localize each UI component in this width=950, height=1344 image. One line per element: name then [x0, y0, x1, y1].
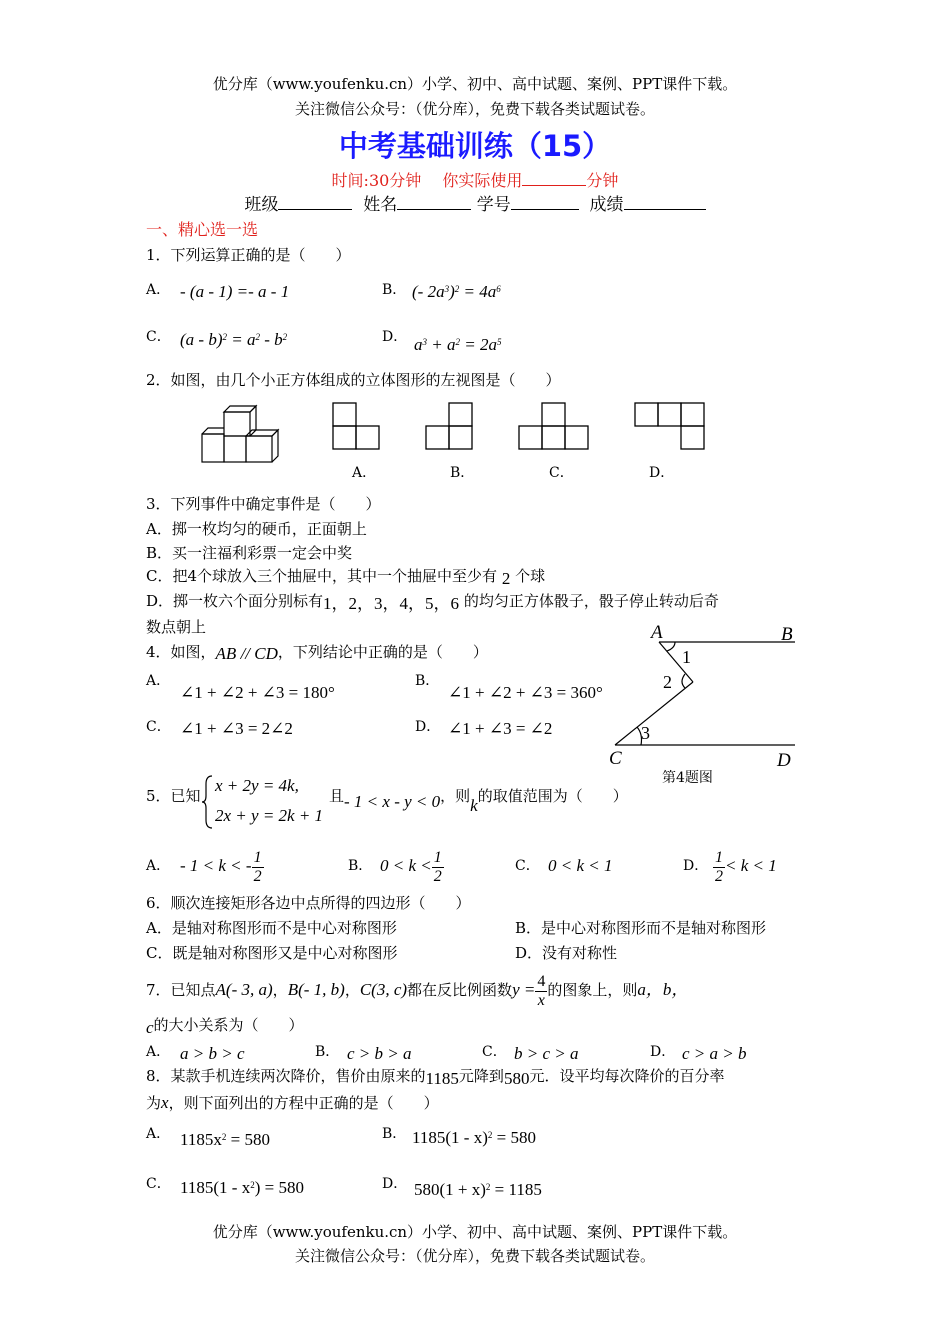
footer-line-2: 关注微信公众号：（优分库），免费下载各类试题试卷。	[294, 1247, 655, 1265]
q1-b-label: B．	[382, 282, 407, 298]
q8-a-label: A．	[146, 1126, 171, 1142]
q5-brace	[202, 774, 214, 830]
q5-c-expr: 0 < k < 1	[548, 856, 613, 875]
q3-option-d-cont: 数点朝上	[146, 618, 207, 636]
q6-option-d: D．没有对称性	[515, 944, 618, 962]
fig-label-C: C	[609, 748, 622, 769]
q7-d-label: D．	[650, 1044, 676, 1060]
q7-stem: 7．已知点A(- 3, a)，B(- 1, b)，C(3, c)都在反比例函数y = $\frac{4}{x}$ 的图象上，则a，b，	[146, 972, 689, 1009]
q4-d-label: D．	[415, 719, 441, 735]
number-label: 学号	[476, 195, 511, 215]
q6-option-a: A．是轴对称图形而不是中心对称图形	[146, 919, 397, 937]
q4-stem: 4．如图，AB // CD，下列结论中正确的是（ ）	[146, 643, 488, 663]
q3-stem: 3．下列事件中确定事件是（ ）	[146, 495, 381, 513]
fig-angle-2: 2	[663, 672, 672, 692]
section-heading: 一、精心选一选	[146, 220, 259, 239]
q2-option-a-label: A．	[352, 465, 377, 481]
option-b-view	[425, 402, 475, 450]
q8-stem-line2: 为x，则下面列出的方程中正确的是（ ）	[146, 1093, 439, 1112]
q1-stem: 1．下列运算正确的是（ ）	[146, 246, 351, 264]
footer-line-1: 优分库（www.youfenku.cn）小学、初中、高中试题、案例、PPT课件下载。	[212, 1223, 738, 1241]
q5-eq1: x + 2y = 4k,	[215, 776, 299, 795]
q8-c-label: C．	[146, 1176, 171, 1192]
q5-stem-pre: 5．已知	[146, 787, 201, 805]
fig-angle-1: 1	[682, 647, 691, 667]
q2-option-c-label: C．	[549, 465, 574, 481]
q5-a-label: A．	[146, 858, 171, 874]
q4-a-label: A．	[146, 673, 171, 689]
option-c-view	[518, 402, 590, 450]
q4-d-expr: ∠1 + ∠3 = ∠2	[448, 719, 553, 738]
q7-d-expr: c > a > b	[682, 1044, 747, 1063]
time-actual-prefix: 你实际使用	[442, 171, 523, 190]
fig-label-D: D	[777, 750, 791, 771]
q3-option-a: A．掷一枚均匀的硬币，正面朝上	[146, 520, 367, 538]
q8-a-expr: $1185x^2 = 580$	[180, 1130, 270, 1149]
q4-c-label: C．	[146, 719, 171, 735]
q5-a-expr: - 1 < k < - $\frac{1}{2}$	[180, 848, 262, 885]
option-d-view	[634, 402, 706, 450]
q1-b-expr: (- $2a^3)^2 = 4a^6$	[412, 282, 501, 301]
q5-d-label: D．	[683, 858, 709, 874]
q5-condition: 且- 1 < x - y < 0，则k的取值范围为（ ）	[329, 787, 628, 815]
q1-a-label: A．	[146, 282, 171, 298]
q3-option-d: D．掷一枚六个面分别标有1，2，3，4，5，6 的均匀正方体骰子，骰子停止转动后奇	[146, 592, 719, 613]
q7-a-expr: a > b > c	[180, 1044, 245, 1063]
header-line-1: 优分库（www.youfenku.cn）小学、初中、高中试题、案例、PPT课件下载。	[212, 75, 738, 93]
q1-c-expr: $(a - b)^2 = a^2 - b^2$	[180, 330, 288, 349]
q6-option-b: B．是中心对称图形而不是轴对称图形	[515, 919, 767, 937]
q4-a-expr: ∠1 + ∠2 + ∠3 = 180°	[180, 683, 335, 702]
q4-b-label: B．	[415, 673, 440, 689]
time-line	[0, 171, 950, 191]
fig-angle-3: 3	[641, 723, 650, 743]
q8-b-expr: 1185(1 - x)$^2$ = 580	[412, 1128, 536, 1147]
q5-d-expr: $\frac{1}{2}$ < k < 1	[715, 848, 777, 885]
q7-b-expr: c > b > a	[347, 1044, 412, 1063]
q5-b-label: B．	[348, 858, 373, 874]
q8-d-expr: $580(1 + x)^2 = 1185$	[414, 1180, 542, 1199]
q3-option-c: C．把4个球放入三个抽屉中，其中一个抽屉中至少有 2 个球	[146, 567, 546, 588]
time-label: 时间:30分钟	[331, 171, 422, 190]
q6-stem: 6．顺次连接矩形各边中点所得的四边形（ ）	[146, 894, 471, 912]
q5-b-expr: 0 < k < $\frac{1}{2}$	[380, 848, 442, 885]
option-a-view	[332, 402, 382, 450]
q4-figure-caption: 第4题图	[662, 770, 713, 786]
q1-c-label: C．	[146, 329, 171, 345]
q7-c-expr: b > c > a	[514, 1044, 579, 1063]
q8-stem: 8．某款手机连续两次降价，售价由原来的1185元降到580元．设平均每次降价的百分率	[146, 1067, 725, 1088]
q5-c-label: C．	[515, 858, 540, 874]
q7-a-label: A．	[146, 1044, 171, 1060]
time-actual-suffix: 分钟	[586, 171, 619, 190]
fig-label-B: B	[781, 624, 793, 645]
cube-stack-figure	[198, 400, 288, 466]
q1-d-label: D．	[382, 329, 408, 345]
student-info-line	[0, 195, 950, 215]
q2-option-b-label: B．	[450, 465, 475, 481]
q8-d-label: D．	[382, 1176, 408, 1192]
q8-c-expr: $1185(1 - x^2) = 580$	[180, 1178, 304, 1197]
q7-stem-line2: c的大小关系为（ ）	[146, 1016, 304, 1037]
page-title: 中考基础训练（15）	[338, 129, 612, 163]
class-label: 班级	[244, 195, 279, 215]
q2-stem: 2．如图，由几个小正方体组成的立体图形的左视图是（ ）	[146, 371, 561, 389]
q7-b-label: B．	[315, 1044, 340, 1060]
fig-label-A: A	[651, 622, 663, 643]
q4-c-expr: ∠1 + ∠3 = 2∠2	[180, 719, 293, 738]
q1-a-expr: - (a - 1) =- a - 1	[180, 282, 290, 301]
q8-b-label: B．	[382, 1126, 407, 1142]
parallel-lines-figure	[605, 618, 805, 788]
name-label: 姓名	[363, 195, 398, 215]
header-line-2: 关注微信公众号：（优分库），免费下载各类试题试卷。	[294, 100, 655, 118]
q1-d-expr: $a^3 + a^2 = 2a^5$	[414, 335, 502, 354]
q3-option-b: B．买一注福利彩票一定会中奖	[146, 544, 353, 562]
q7-c-label: C．	[482, 1044, 507, 1060]
q5-eq2: 2x + y = 2k + 1	[215, 806, 324, 825]
q2-option-d-label: D．	[649, 465, 675, 481]
q6-option-c: C．既是轴对称图形又是中心对称图形	[146, 944, 398, 962]
q4-b-expr: ∠1 + ∠2 + ∠3 = 360°	[448, 683, 603, 702]
score-label: 成绩	[589, 195, 624, 215]
